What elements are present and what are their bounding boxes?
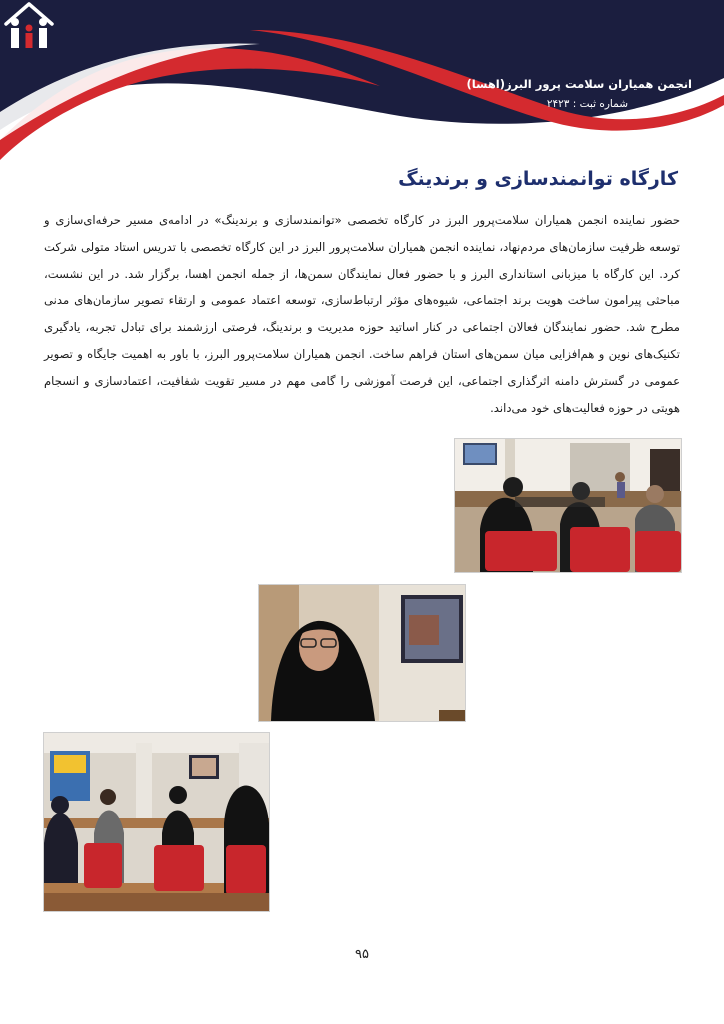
page-number: ۹۵ <box>355 947 369 962</box>
representative-portrait-photo <box>258 584 466 722</box>
conference-hall-photo <box>43 732 270 912</box>
workshop-audience-photo <box>454 438 682 573</box>
article-body: حضور نماینده انجمن همیاران سلامت‌پرور البرز در کارگاه تخصصی «توانمندسازی و برندینگ» در ادامه‌ی مسیر حرفه‌ای‌سازی و توسعه ظرفیت سازمان‌های مردم‌نهاد، نماینده انجمن همیاران سلامت‌پرور البرز در این کارگاه تخصصی با تدریس استاد متولی شرکت کرد. این کارگاه با میزبانی استانداری البرز و با حضور فعال نمایندگان سمن‌ها، از جمله انجمن اهسا، برگزار شد. در این نشست، مباحثی پیرامون ساخت هویت برند اجتماعی، شیوه‌های مؤثر ارتباط‌سازی، توسعه اعتماد عمومی و ارتقاء تصویر سازمان‌های مدنی مطرح شد. حضور نمایندگان فعالان اجتماعی در کنار اساتید حوزه مدیریت و برندینگ، فرصتی ارزشمند برای تبادل تجربه، یادگیری تکنیک‌های نوین و هم‌افزایی میان سمن‌های استان فراهم ساخت. انجمن همیاران سلامت‌پرور البرز، با باور به اهمیت جایگاه و تصویر عمومی در گسترش دامنه اثرگذاری اجتماعی، این فرصت آموزشی را گامی مهم در مسیر تقویت شفافیت، اعتمادسازی و انسجام هویتی در حوزه فعالیت‌های خود می‌داند. <box>44 213 680 415</box>
organization-name: انجمن همیاران سلامت پرور البرز(اهسا) <box>466 77 692 91</box>
page-header <box>0 0 724 175</box>
family-house-logo-icon <box>0 0 58 52</box>
registration-number: شماره ثبت : ۲۴۲۳ <box>546 98 628 110</box>
article-title: کارگاه توانمندسازی و برندینگ <box>398 168 678 190</box>
